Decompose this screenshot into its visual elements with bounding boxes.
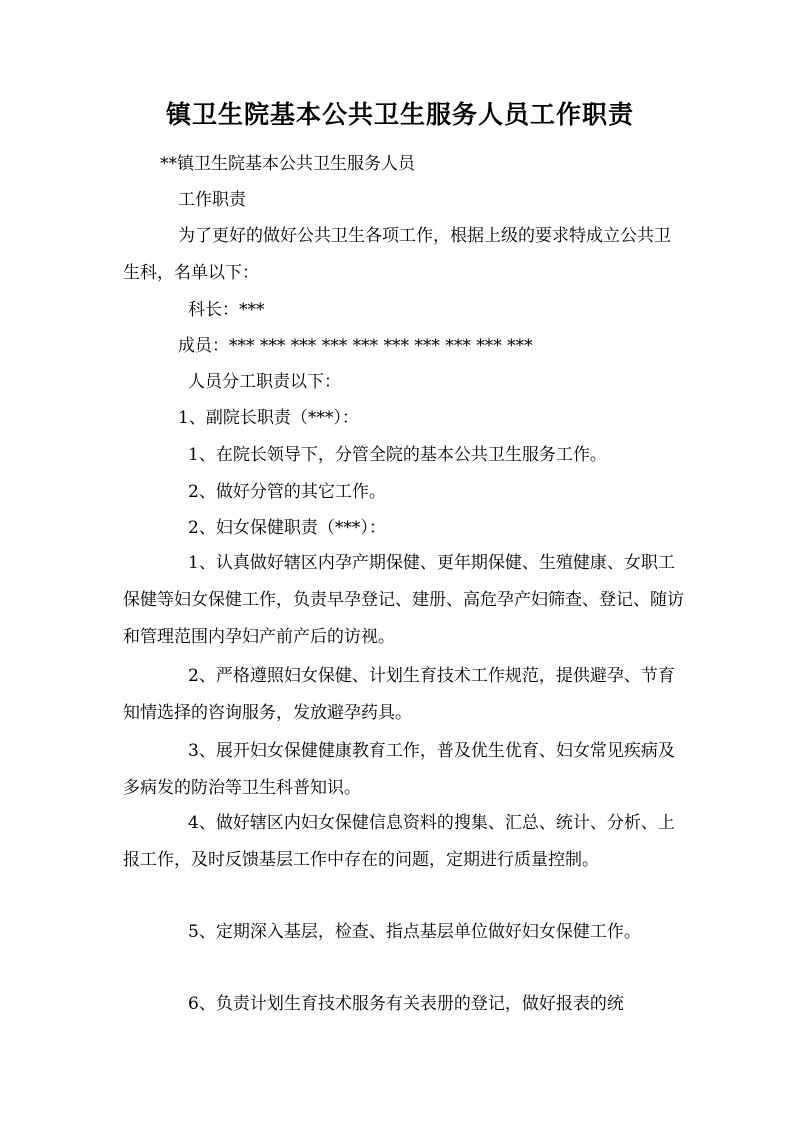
paragraph-section-womens-health: 2、妇女保健职责（***）： (188, 518, 386, 538)
paragraph-section-chief: 科长：*** (188, 300, 265, 320)
document-title: 镇卫生院基本公共卫生服务人员工作职责 (165, 100, 634, 129)
paragraph-members: 成员：*** *** *** *** *** *** *** *** *** *** (178, 336, 533, 356)
paragraph-wh-item-1: 1、认真做好辖区内孕产期保健、更年期保健、生殖健康、女职工保健等妇女保健工作，负责早孕登记、建册、高危孕产妇筛查、登记、随访和管理范围内孕妇产前产后的访视。 (123, 553, 684, 647)
paragraph-wh-item-2: 2、严格遵照妇女保健、计划生育技术工作规范，提供避孕、节育知情选择的咨询服务，发放避孕药具。 (123, 666, 675, 723)
paragraph-org-name: **镇卫生院基本公共卫生服务人员 (160, 154, 415, 174)
paragraph-intro: 为了更好的做好公共卫生各项工作，根据上级的要求特成立公共卫生科，名单以下： (123, 226, 671, 283)
paragraph-wh-item-5: 5、定期深入基层，检查、指点基层单位做好妇女保健工作。 (188, 922, 641, 942)
paragraph-wh-item-3: 3、展开妇女保健健康教育工作，普及优生优育、妇女常见疾病及多病发的防治等卫生科普知识。 (123, 741, 675, 798)
paragraph-subtitle: 工作职责 (178, 190, 246, 210)
paragraph-section-vice-president: 1、副院长职责（***）： (178, 408, 359, 428)
paragraph-division-heading: 人员分工职责以下： (188, 372, 341, 392)
paragraph-wh-item-6: 6、负责计划生育技术服务有关表册的登记，做好报表的统 (188, 994, 624, 1014)
paragraph-vp-item-2: 2、做好分管的其它工作。 (188, 482, 386, 502)
paragraph-wh-item-4: 4、做好辖区内妇女保健信息资料的搜集、汇总、统计、分析、上报工作，及时反馈基层工作中存在的问题，定期进行质量控制。 (123, 813, 675, 870)
paragraph-vp-item-1: 1、在院长领导下，分管全院的基本公共卫生服务工作。 (188, 445, 607, 465)
